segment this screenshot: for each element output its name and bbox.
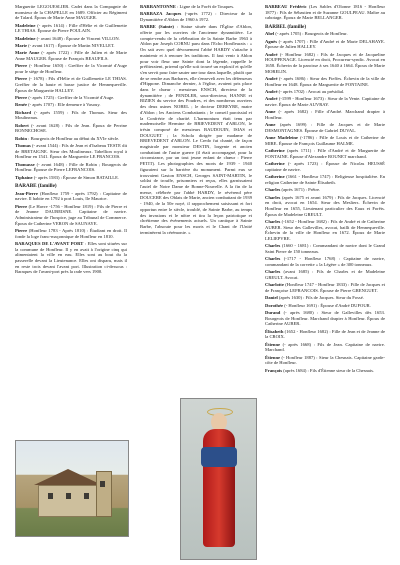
entry-name: Élisabeth xyxy=(265,328,284,334)
barbe-title: BARBE (Sainte) xyxy=(140,24,174,30)
entry-name: Dorothée xyxy=(265,302,284,308)
entry xyxy=(265,96,385,107)
entry xyxy=(15,228,127,239)
entry xyxy=(265,174,385,185)
entry xyxy=(140,11,252,22)
baraques-title: BARAQUES DE L'AVANT PORT xyxy=(15,240,84,246)
entry-text: (- après 1705) : Bourgeois de Honfleur. xyxy=(275,31,348,37)
entry-name: Thomas xyxy=(15,142,31,148)
entry-text: (- avant 1648) : Épouse de Vincent VILLON. xyxy=(36,35,120,41)
entry xyxy=(265,329,385,340)
entry-name: Pierre xyxy=(15,203,28,209)
entry-name: Catherine xyxy=(265,161,285,167)
entry-text: (Le Havre -1756 - Honfleur 1819) : Fils de Pierre et de Jeanne DAUBEISNE. Capitaine de navire. Administrateur de l'hospice, juge au Tribunal de Commerce. Époux de Catherine VERON de SAUNAYE. xyxy=(15,203,127,226)
entry-text: (Honfleur 1783 - Après 1810) : Étudiant en droit. Il fonde la loge franc-maçonnique de Honfleur en 1810. xyxy=(15,227,127,239)
entry xyxy=(15,95,127,101)
entry-name: Thomasse xyxy=(15,161,35,167)
entry xyxy=(15,175,127,181)
entry-text: (après 1630) : Fils de Jacques. Sieur du Fossé. xyxy=(278,295,364,301)
entry-text: (- après 1614) : Fille d'Hélie et de Guillemette LE THIAS. Épouse de Pierre POULAIN. xyxy=(15,22,127,34)
entry-name: Renée xyxy=(15,102,27,108)
entry xyxy=(265,243,385,254)
entry-text: (après 1699) : Fille de Jacques et de Marie DESMONTAGNES. Épouse de Gabriel DUVAL. xyxy=(265,122,385,134)
entry-name: Robert xyxy=(15,122,29,128)
entry xyxy=(265,355,385,366)
entry-name: François xyxy=(265,367,283,373)
entry xyxy=(15,143,127,160)
entry-name: Pierre xyxy=(15,76,28,82)
entry-text: (- Honfleur 1887) : Sieur la Chesnais. Capitaine garde-côte de Honfleur. xyxy=(265,354,385,366)
entry xyxy=(265,89,385,95)
entry xyxy=(265,4,385,21)
column-left xyxy=(15,4,127,277)
entry-text: (- après 1686) : Sieur des Fieffes. Échevin de la ville de Honfleur en 1648. Époux de Marguerite de FONTAINE. xyxy=(265,76,385,87)
column-middle xyxy=(140,4,252,237)
entry-text: (après 1671) : Prêtre. xyxy=(281,187,321,193)
entry-name: Charles xyxy=(265,187,281,193)
entry-text: (- Honfleur 1682) : Fils de Jacques et de Jacqueline HOUPPENAGE. Licencié en droit, Procureur-syndic. Avocat en 1658. Échevin de la paroisse à ses 1640 à 1664. Époux de Marie MORELIN. xyxy=(265,51,385,74)
section-title-barabe: BARABE (famille) xyxy=(15,183,57,190)
entry-text: (- après 1725) : Greffier de la Vicomté d'Auge. xyxy=(28,95,115,100)
entry-text: (- avant 1628) : Fils de Jean. Époux de Perrine BONNECHOSE. xyxy=(15,122,127,134)
entry-name: Marie xyxy=(15,43,27,48)
entry-name: Anne xyxy=(265,122,276,128)
entry-text: (après 1711) : Fille d'André et de Marguerite de FONTAINE. Épouse d'Alexandre ROUNET marchand. xyxy=(265,148,385,160)
entry-name: Anne xyxy=(265,109,276,115)
entry-text: (- Honfleur 1691) : Épouse d'André DUFOUR. xyxy=(284,302,371,308)
entry-name: Charles xyxy=(265,243,281,249)
entry-name: Marie Anne xyxy=(15,50,40,56)
entry xyxy=(265,135,385,146)
entry-text: (avant 1685) : Fils de Charles et de Madeleine GREULT. Avocat. xyxy=(265,269,385,281)
entry-list xyxy=(265,4,385,21)
entry-name: Charles xyxy=(265,219,281,225)
entry xyxy=(265,310,385,327)
entry xyxy=(15,50,127,61)
entry-text: (- après 1559) : Fils de Thomas. Sieur des Moulineaux. xyxy=(15,109,127,121)
entry-name: Tiphaine xyxy=(15,174,33,180)
entry-text: (après 1684) : Fils d'Étienne sieur de la Chesnais. xyxy=(283,367,375,373)
entry-name: Pierre xyxy=(15,227,28,233)
baraques-photo xyxy=(15,440,129,537)
entry xyxy=(265,52,385,75)
entry-text: (-1652 - Honfleur 1682) : Fils de André et de Catherine AUBER. Sieur des Gallevilles, avocat, bailli de Hennequeville. Échevin de la ville de Honfleur en 1672. Époux de Marie LELIEPVRE. xyxy=(265,219,385,242)
baraques-text: : Elles sont situées sur la commune de Honfleur. Il y en avait à l'origine cinq qui alimentaient la ville en eau. Elles sont au bout du la passerelle devant la Lieutenance. Elles ont disparu, mais il en reste trois devant l'avant port. Illustration ci-dessous : Baraques de l'avant-port près la rade vers 1900. xyxy=(15,240,127,275)
entry xyxy=(15,110,127,121)
paragraph-baraques xyxy=(15,241,127,275)
entry xyxy=(265,256,385,267)
entry-name: André xyxy=(265,76,278,82)
entry-name: BARBEAU Frédéric xyxy=(265,4,307,9)
entry-name: Daniel xyxy=(265,295,278,301)
entry-name: Charles xyxy=(265,256,281,262)
entry xyxy=(265,122,385,133)
entry-name: Charlotte xyxy=(265,282,284,288)
entry-text: (-1786) : Fille de Louis et de Catherine de MIRE. Épouse de François Guillaume HALME. xyxy=(265,135,386,147)
entry-name: André xyxy=(265,96,278,102)
entry-text: (- avant 1617) : Épouse de Martin NIVELLET. xyxy=(28,43,115,48)
entry-list xyxy=(140,4,252,23)
entry-name: Durand xyxy=(265,310,281,316)
entry-text: (-1599 - Honfleur 1673) : Sieur de la Vente. Capitaine de navire. Époux de Marie AUVRAY. xyxy=(265,96,385,108)
entry-list xyxy=(15,4,127,180)
column-right xyxy=(265,4,385,375)
entry-text: : Bourgeois de Honfleur au début du XVIe siècle. xyxy=(28,135,120,141)
entry-name: Pierre xyxy=(15,63,28,69)
entry-name: Madeleine xyxy=(15,35,36,41)
entry-text: (- après 1707) : Elle demeure à Vasouy. xyxy=(28,102,101,108)
entry xyxy=(15,23,127,34)
entry-name: Richard xyxy=(15,109,32,115)
entry xyxy=(265,76,385,87)
entry xyxy=(265,303,385,309)
entry xyxy=(265,109,385,120)
entry-text: (Les Sables d'Olonne 1816 - Honfleur 1877) : Fils de Sébastien et de Suzanne GOULPEAU. Maître au cabotage. Époux de Marie BELLANGER. xyxy=(265,4,385,21)
entry xyxy=(15,204,127,227)
entry-name: Catherine xyxy=(265,148,285,154)
entry-text: (Honfleur 1747 - Honfleur 1833) : Fille de Jacques et de Françoise LEFRANCOIS. Épouse de Pierre GRENGUET. xyxy=(265,282,385,294)
entry xyxy=(265,282,385,293)
entry xyxy=(265,269,385,280)
entry-name: Charles xyxy=(265,194,281,200)
entry-text: (-après 1772) : Directeur de la Dynamitière d'Ablon de 1960 à 1972. xyxy=(140,11,252,22)
entry-name: Jean-Pierre xyxy=(15,190,38,196)
entry-text: (- après 1723) : Épouse de Nicolas HEUSSÉ capitaine de navire. xyxy=(265,161,385,173)
entry xyxy=(15,4,127,21)
entry-name: André xyxy=(265,89,278,95)
entry-text: (-1717 - Honfleur 1768) : Capitaine de navire, commandant de la corvette « la Légère » de 300 tonneaux. xyxy=(265,256,385,268)
entry-text: (- après 1702) : Avocat au présidial. xyxy=(278,89,345,95)
entry xyxy=(15,63,127,74)
entry xyxy=(15,76,127,93)
entry-text: (après 1675 et avant 1679) : Fils de Jacques. Licencié en droit, avocat en 1654. Sieur des Mesliers. Échevin de Honfleur en 1655, Lieutenant particulier des Eaux et Forêts. Époux de Madeleine GREULT. xyxy=(265,194,385,217)
entry-name: Étienne xyxy=(265,341,281,347)
entry-name: Charles xyxy=(265,269,281,275)
entry-list-barabe xyxy=(15,191,127,240)
entry-name: Madeleine xyxy=(15,22,36,28)
entry-text: (- avant 1648) : Fille de Robin ; Bourgeois de Honfleur. Épouse de Pierre LEFRANCOIS. xyxy=(15,161,127,173)
entry-text: (1660 - 1681) : Commandant de navire dont le Grand Saint Pierre de 150 tonneaux. xyxy=(265,243,385,255)
entry-name: Abel xyxy=(265,31,275,37)
entry-text: (- avant 1544) : Fils de Jean et d'Isabeau TESTE dit de BRETAIGNE. Sieur des Moulineaux. Tabellion royal à Honfleur en 1541. Époux de Marguerite LE FRANCOIS. xyxy=(15,142,127,160)
entry-text: (1652 - Honfleur 1682) : Fille de Jean et de Jeanne de la CROIX. xyxy=(265,328,385,340)
entry xyxy=(265,368,385,374)
entry-text: (- après 1682) : Fille d'André. Marchand drapier à Honfleur. xyxy=(265,109,385,121)
entry-name: Agnès xyxy=(265,38,277,44)
entry-text: : Ligne de la Forêt de Touques. xyxy=(177,4,235,9)
entry xyxy=(265,148,385,159)
sainte-barbe-statue-photo xyxy=(180,398,257,560)
entry xyxy=(15,123,127,134)
entry xyxy=(265,195,385,218)
entry-text: (- Honfleur 1650) : Greffier de la Vicomté d'Auge pour le siège de Honfleur. xyxy=(15,63,128,74)
entry-list-barbel xyxy=(265,31,385,373)
entry-name: André xyxy=(265,51,278,57)
entry-text: (- après 1583) : Épouse de Simon BATAILLE. xyxy=(33,174,120,180)
entry xyxy=(265,39,385,50)
entry xyxy=(15,162,127,173)
entry xyxy=(15,36,127,42)
entry-text: (Honfleur 1759 - après 1792) : Capitaine de navire. Il habite en 1792 à port Louis, île Maurice. xyxy=(15,190,127,202)
entry xyxy=(265,342,385,353)
entry xyxy=(265,219,385,242)
entry xyxy=(15,136,127,142)
entry-name: Robin xyxy=(15,135,28,141)
entry xyxy=(15,102,127,108)
entry-text: Marguerite LEGOUESLIER. Cadet dans la Compagnie de monsieur de la CHAPELLE en 1689. Officier au Régiment de Talard. Époux de Marie Anne MAUGER. xyxy=(15,4,127,21)
entry-text: (- 1678) : Fils d'Hélie et de Guillemette LE THIAS. Greffier de la haute et basse justice de Hennequeville. Époux de Marguerite HALLEY. xyxy=(15,76,127,93)
entry-text: (- après 1707) : Fille d'André et de Marie DELAHAYE. Épouse de Julien HALLEY. xyxy=(265,38,385,50)
entry xyxy=(265,295,385,301)
entry-name: Pierre xyxy=(15,95,28,100)
paragraph-barbe xyxy=(140,24,252,235)
entry-text: (1661 - Honfleur 1747) : Religieuse hospitalière. En religion Catherine de Sainte Élisabeth. xyxy=(265,174,385,186)
entry xyxy=(140,4,252,10)
entry xyxy=(265,187,385,193)
entry xyxy=(15,191,127,202)
section-title-barbel: BARBEL (famille) xyxy=(265,24,307,31)
entry xyxy=(265,31,385,37)
barbe-text: : Statue située dans l'Église d'Ablon, offerte par les ouvriers de l'ancienne dynamitière. Le compte-rendu de la célébration de la Sainte Barbe 1963 à Ablon par Joseph CORNU paru dans l'Echo Honfleurais : « On sait avec quel dévouement l'abbé HARDY s'attache à maintenir et à renouer les traditions. Il faut venir à Ablon pour voir fleur une Sainte dont la légende, rappelle le préfiteraient, prirend qu'elle soit trouvé un explosif et qu'elle s'en servit pour faire sauter une tour dans laquelle, plutôt que de se rendre aux Barbares, elle s'enseveli avec les défenseurs d'Hippone. Dimanche dernier, à l'église, avaient pris place dans le chœur : messieurs ENSCH, directeur de la dynamitière ; de FENDLER, sous-directeur, HANNE et BIZIEN du service des Poudres, et des nombreux ouvriers des deux usines NOBEL ; le docteur DEBEYRE, maire d'Ablon ; les Anciens Combattants ; le conseil paroissial et la Confrérie de charité. L'harmonium était tenu par mademoiselle Hermine de BRIEVEDENT d'ABLON, le trésin composé de messieurs BAUDOUIN, ISIAS et DOUGUET ; la Schola dirigée par madame de BRIEVEDENT d'ABLON. Le Credo fut chanté, de façon magistrale par monsieur DESTIN, lorgente et ancien combattant de l'autre guerre (il était accompagné, pour la circonstance, par un tout jeune enfant de chœur : Pierre PETIT). Les photographies des morts de 1939 - 1940 figuraient sur la barrière du monument. Parmi eux se trouvaient Gaston ENSCH, Georges SAINT-MARTIN, le soldat de trouffe, prisonniers et reçus, elles garnissaient l'autel de Notre Dame de Bonne-Nouvelle. A la fin de la messe, célébrée par l'abbé HARDY, le révérend père DOUCERE des Oblats de Marie, ancien combattant de 1939 - 1940, de la 50e noyé, il rapprochement saisissant et fort opportun entre le siècle, troublé, de Sainte Barbe, au temps des invasions et le nôtre et tira la leçon patriotique et chrétienne des événements actuels. Un cantique à Sainte Barbe, l'absoute pour les morts et le Chant de l'Unité terminèrent la cérémonie. » xyxy=(140,24,253,235)
entry-name: Étienne xyxy=(265,354,281,360)
entry-name: BARBAZA Jacques xyxy=(140,11,182,17)
entry-text: (- après 1668) : Fils de Jean. Capitaine de navire. Marchand. xyxy=(265,341,385,353)
entry xyxy=(265,161,385,172)
entry-name: BARRANTONNE xyxy=(140,4,176,9)
entry-name: Catherine xyxy=(265,174,285,180)
entry-text: (- après 1722) : Fille de Julien et de Marie Anne MAUGER. Épouse de François BEAUFILS. xyxy=(15,50,127,61)
entry-name: Anne Madeleine xyxy=(265,135,298,141)
entry xyxy=(15,43,127,49)
entry-text: (- après 1680) : Sieur de Gallevilles dès 1653. Bourgeois de Honfleur. Marchand drapier à Honfleur. Époux de Catherine AUBER. xyxy=(265,310,385,327)
